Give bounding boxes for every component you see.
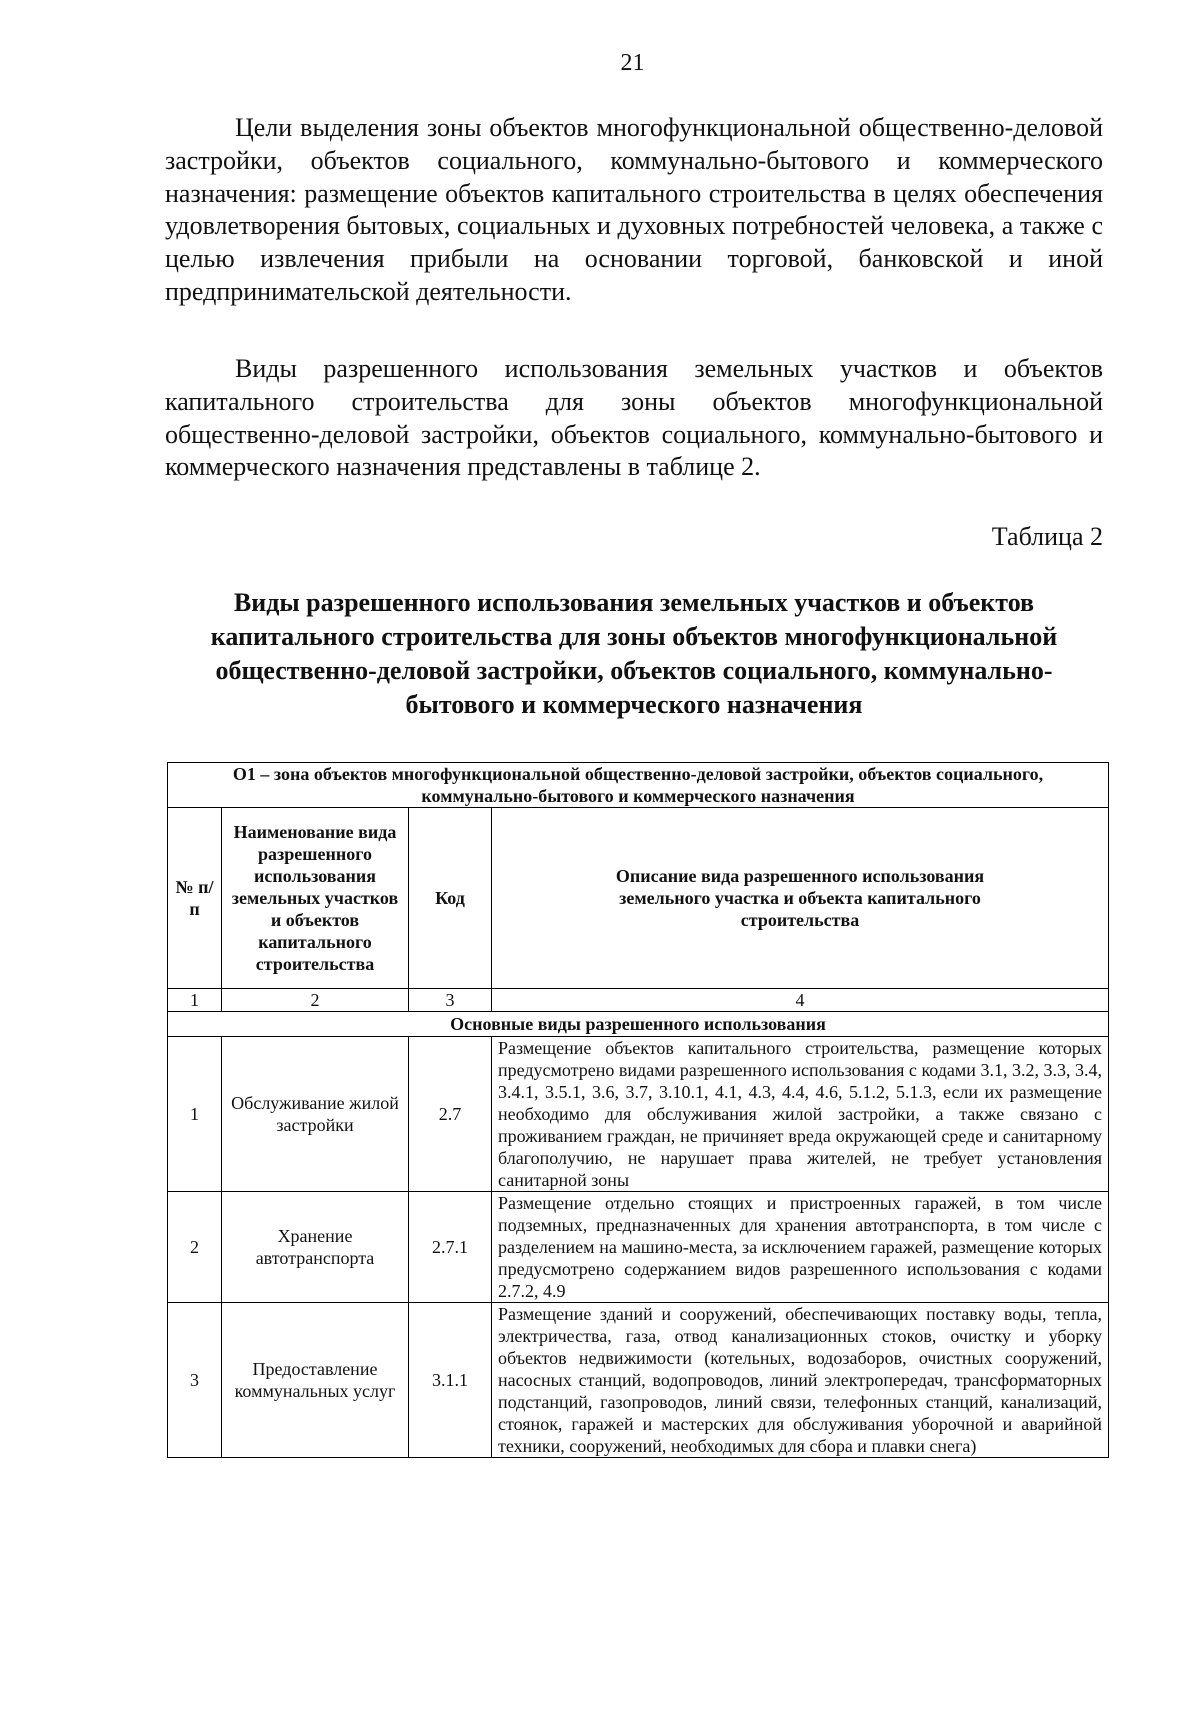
column-number: 2 <box>222 989 409 1012</box>
zone-header: О1 – зона объектов многофункциональной общественно-деловой застройки, объектов социального, коммунально-бытового и коммерческого назначения <box>168 763 1109 808</box>
permitted-use-table <box>167 762 1109 1458</box>
zone-header-row <box>168 763 1109 808</box>
column-header-row <box>168 808 1109 989</box>
column-number: 1 <box>168 989 222 1012</box>
column-header-number: № п/п <box>168 808 222 989</box>
section-heading: Основные виды разрешенного использования <box>168 1012 1109 1037</box>
row-code: 2.7.1 <box>409 1192 492 1303</box>
row-description: Размещение зданий и сооружений, обеспечивающих поставку воды, тепла, электричества, газа, отвод канализационных стоков, очистку и уборку объектов недвижимости (котельных, водозаборов, очистных сооружений, насосных станций, водопроводов, линий электропередач, трансформаторных подстанций, газопроводов, линий связи, телефонных станций, канализаций, стоянок, гаражей и мастерских для обслуживания уборочной и аварийной техники, сооружений, необходимых для сбора и плавки снега) <box>492 1303 1109 1458</box>
page-number: 21 <box>620 50 645 76</box>
paragraph-permitted-uses: Виды разрешенного использования земельных участков и объектов капитального строительства для зоны объектов многофункциональной общественно-деловой застройки, объектов социального, коммунально-бытового и коммерческого назначения представлены в таблице 2. <box>165 354 1103 482</box>
table-row <box>168 1303 1109 1458</box>
row-number: 2 <box>168 1192 222 1303</box>
row-use-name: Хранение автотранспорта <box>222 1192 409 1303</box>
column-number: 4 <box>492 989 1109 1012</box>
column-number-row <box>168 989 1109 1012</box>
table-title: Виды разрешенного использования земельных участков и объектов капитального строительства для зоны объектов многофункциональной общественно-деловой застройки, объектов социального, коммунально-бытового и коммерческого назначения <box>210 588 1058 719</box>
table-row <box>168 1037 1109 1192</box>
row-use-name: Предоставление коммунальных услуг <box>222 1303 409 1458</box>
paragraph-zone-purpose: Цели выделения зоны объектов многофункциональной общественно-деловой застройки, объектов социального, коммунально-бытового и коммерческого назначения: размещение объектов капитального строительства в целях обеспечения удовлетворения бытовых, социальных и духовных потребностей человека, а также с целью извлечения прибыли на основании торговой, банковской и иной предпринимательской деятельности. <box>165 113 1103 306</box>
column-header-description: Описание вида разрешенного использования земельного участка и объекта капитального строительства <box>492 808 1109 989</box>
row-use-name: Обслуживание жилой застройки <box>222 1037 409 1192</box>
row-description: Размещение объектов капитального строительства, размещение которых предусмотрено видами разрешенного использования с кодами 3.1, 3.2, 3.3, 3.4, 3.4.1, 3.5.1, 3.6, 3.7, 3.10.1, 4.1, 4.3, 4.4, 4.6, 5.1.2, 5.1.3, если их размещение необходимо для обслуживания жилой застройки, а также связано с проживанием граждан, не причиняет вреда окружающей среде и санитарному благополучию, не нарушает права жителей, не требует установления санитарной зоны <box>492 1037 1109 1192</box>
column-header-code: Код <box>409 808 492 989</box>
row-code: 3.1.1 <box>409 1303 492 1458</box>
row-description: Размещение отдельно стоящих и пристроенных гаражей, в том числе подземных, предназначенных для хранения автотранспорта, в том числе с разделением на машино-места, за исключением гаражей, размещение которых предусмотрено содержанием видов разрешенного использования с кодами 2.7.2, 4.9 <box>492 1192 1109 1303</box>
column-number: 3 <box>409 989 492 1012</box>
section-row <box>168 1012 1109 1037</box>
row-number: 1 <box>168 1037 222 1192</box>
table-row <box>168 1192 1109 1303</box>
column-header-name: Наименование вида разрешенного использования земельных участков и объектов капитального строительства <box>222 808 409 989</box>
row-number: 3 <box>168 1303 222 1458</box>
row-code: 2.7 <box>409 1037 492 1192</box>
table-caption: Таблица 2 <box>991 522 1103 551</box>
